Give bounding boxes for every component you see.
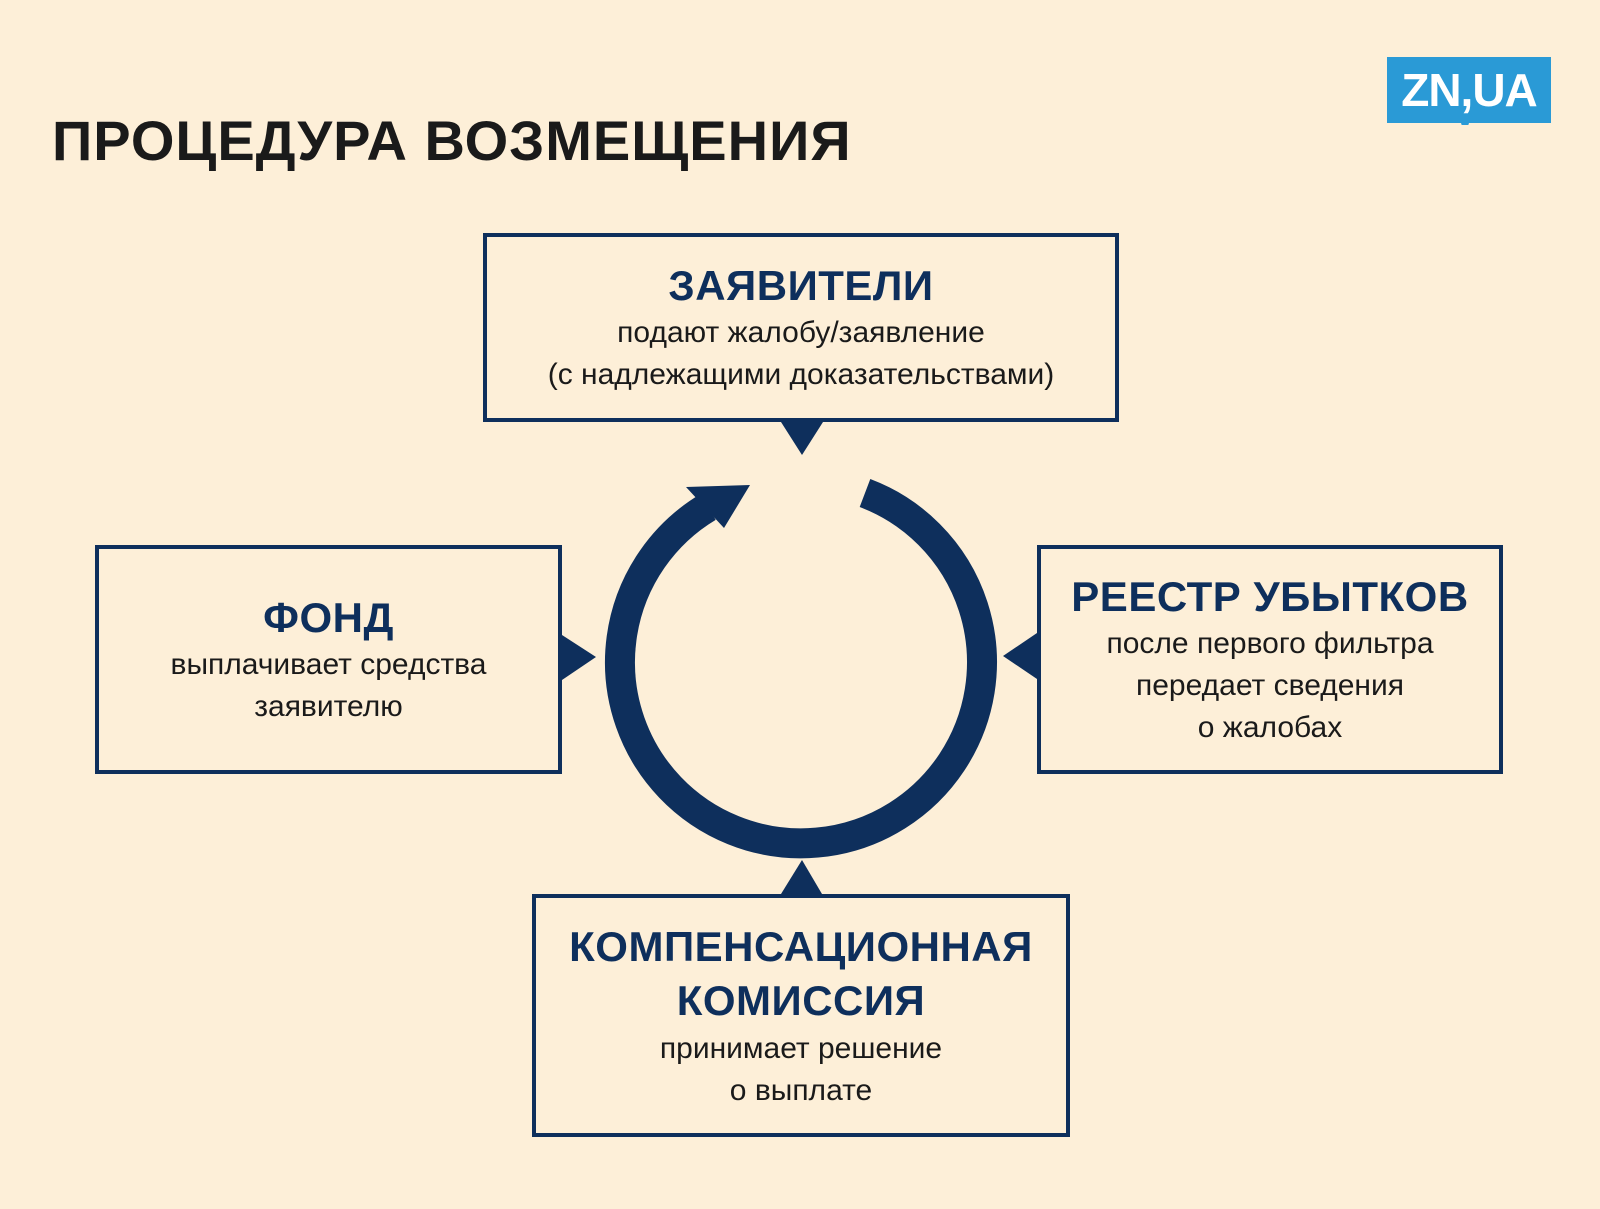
page-title: ПРОЦЕДУРА ВОЗМЕЩЕНИЯ bbox=[52, 109, 852, 172]
registry-desc-line2: передает сведения bbox=[1136, 668, 1404, 702]
applicants-box bbox=[483, 233, 1119, 422]
applicants-title: ЗАЯВИТЕЛИ bbox=[668, 261, 934, 309]
cycle-ring bbox=[620, 493, 982, 843]
applicants-desc-line2: (с надлежащими доказательствами) bbox=[547, 357, 1055, 391]
commission-desc-line1: принимает решение bbox=[659, 1031, 943, 1065]
logo-text: ZN,UA bbox=[1401, 64, 1537, 116]
pointer-right-icon bbox=[1003, 633, 1037, 679]
fund-title: ФОНД bbox=[263, 593, 394, 641]
pointer-left-icon bbox=[562, 635, 596, 680]
registry-box bbox=[1037, 545, 1503, 774]
registry-desc-line3: о жалобах bbox=[1197, 710, 1343, 744]
fund-box bbox=[95, 545, 562, 774]
fund-desc-line1: выплачивает средства bbox=[170, 647, 487, 681]
pointer-top-icon bbox=[781, 422, 823, 455]
registry-desc-line1: после первого фильтра bbox=[1106, 626, 1434, 660]
commission-title-line1: КОМПЕНСАЦИОННАЯ bbox=[569, 922, 1033, 970]
fund-desc-line2: заявителю bbox=[254, 689, 403, 723]
commission-title-line2: КОМИССИЯ bbox=[676, 976, 926, 1024]
registry-title: РЕЕСТР УБЫТКОВ bbox=[1071, 572, 1469, 620]
commission-box bbox=[532, 894, 1070, 1137]
commission-desc-line2: о выплате bbox=[729, 1073, 873, 1107]
applicants-desc-line1: подают жалобу/заявление bbox=[617, 315, 985, 349]
pointer-bottom-icon bbox=[781, 860, 822, 894]
